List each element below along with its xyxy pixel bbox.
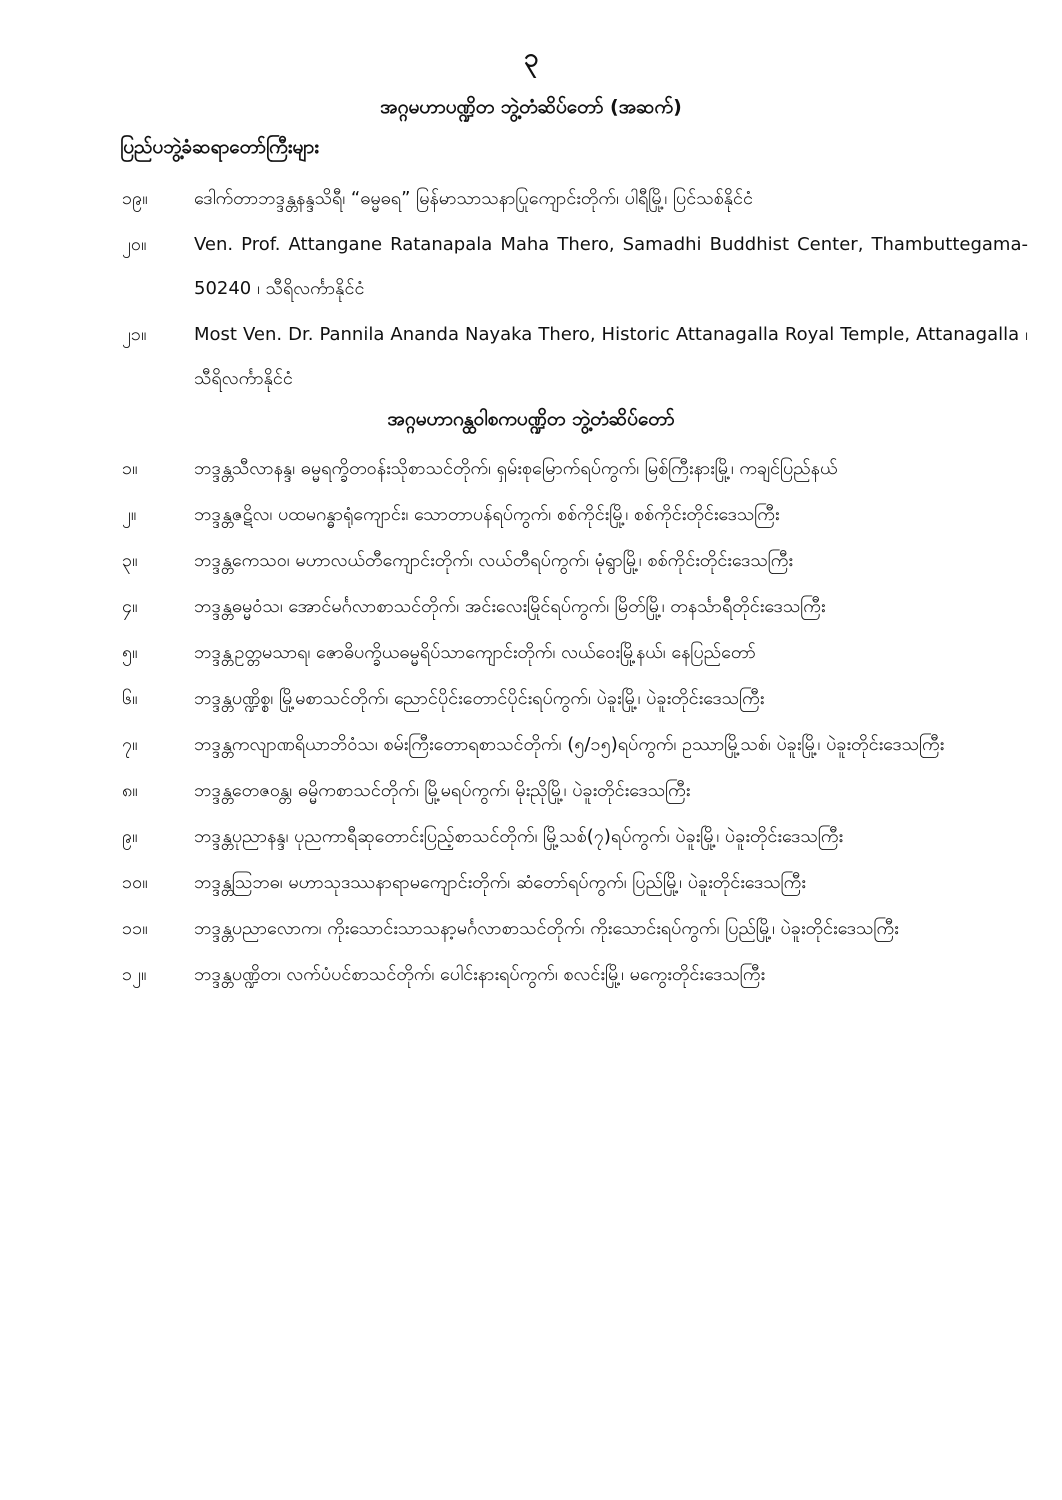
list-item-number: ၆။ [122, 688, 138, 709]
list-item [122, 677, 1028, 721]
list-item-text: ဘဒ္ဒန္တဓမ္မဝံသ၊ အောင်မင်္ဂလာစာသင်တိုက်၊ အင်းလေးမြိုင်ရပ်ကွက်၊ မြိတ်မြို့၊ တနင်္သာရီတိုင်းဒေသကြီး [194, 596, 826, 617]
list-item-number: ၃။ [122, 550, 138, 571]
section-title-aggamahapandita: အဂ္ဂမဟာပဏ္ဍိတ ဘွဲ့တံဆိပ်တော် (အဆက်) [380, 96, 682, 118]
list-item-text: ဘဒ္ဒန္တပဏ္ဍိစ္စ၊ မြို့မစာသင်တိုက်၊ ညောင်ပိုင်းတောင်ပိုင်းရပ်ကွက်၊ ပဲခူးမြို့၊ ပဲခူးတိုင်းဒေသကြီး [194, 688, 765, 709]
list-item [122, 585, 1028, 629]
list-item-text: ဘဒ္ဒန္တကေသဝ၊ မဟာလယ်တီကျောင်းတိုက်၊ လယ်တီရပ်ကွက်၊ မုံရွာမြို့၊ စစ်ကိုင်းတိုင်းဒေသကြီး [194, 550, 793, 571]
list-item-number: ၈။ [122, 780, 138, 801]
list-item-number: ၁၀။ [122, 872, 148, 893]
list-item [122, 313, 1028, 401]
list-item-number: ၂၀။ [122, 234, 147, 255]
list-item [122, 907, 1028, 951]
list-item-text: ဘဒ္ဒန္တသီလာနန္ဒ၊ ဓမ္မရက္ခိတဝန်းသိုစာသင်တိုက်၊ ရှမ်းစုမြောက်ရပ်ကွက်၊ မြစ်ကြီးနားမြို့၊ ကချင်ပြည်နယ် [194, 458, 838, 479]
list-item-number: ၄။ [122, 596, 138, 617]
list-item [122, 769, 1028, 813]
list-item-number: ၁၂။ [122, 964, 147, 985]
list-item [122, 723, 1028, 767]
list-item [122, 223, 1028, 311]
list-item-text: ဘဒ္ဒန္တပညာလောက၊ ကိုးသောင်းသာသနာ့မင်္ဂလာစာသင်တိုက်၊ ကိုးသောင်းရပ်ကွက်၊ ပြည်မြို့၊ ပဲခူးတိုင်းဒေသကြီး [194, 918, 899, 939]
list-item-number: ၅။ [122, 642, 138, 663]
list-item-text: ဘဒ္ဒန္တတေဇဝန္တ၊ ဓမ္မိကစာသင်တိုက်၊ မြို့မရပ်ကွက်၊ မိုးညိုမြို့၊ ပဲခူးတိုင်းဒေသကြီး [194, 780, 691, 801]
list-item-text: ဘဒ္ဒန္တဥတ္တမသာရ၊ ဇောဓိပက္ခိယဓမ္မရိပ်သာကျောင်းတိုက်၊ လယ်ဝေးမြို့နယ်၊ နေပြည်တော် [194, 642, 756, 663]
section-subheading-foreign: ပြည်ပဘွဲ့ခံဆရာတော်ကြီးများ [120, 136, 320, 158]
list-item-number: ၇။ [122, 734, 138, 755]
list-item-text: Most Ven. Dr. Pannila Ananda Nayaka Thero, Historic Attanagalla Royal Temple, Attanagalla ၊ သီရိလင်္ကာနိုင်ငံ [194, 324, 1028, 389]
section-title-gantha-vacaka: အဂ္ဂမဟာဂန္ထဝါစကပဏ္ဍိတ ဘွဲ့တံဆိပ်တော် [387, 408, 675, 430]
list-item-number: ၁၉။ [122, 188, 148, 209]
list-item-text: Ven. Prof. Attangane Ratanapala Maha Thero, Samadhi Buddhist Center, Thambuttegama-50240 ၊ သီရိလင်္ကာနိုင်ငံ [194, 234, 1028, 299]
list-item-number: ၂၁။ [122, 324, 147, 345]
list-item [122, 861, 1028, 905]
list-item-text: ဘဒ္ဒန္တကလျာဏရိယာဘိဝံသ၊ စမ်းကြီးတောရစာသင်တိုက်၊ (၅/၁၅)ရပ်ကွက်၊ ဥဿာမြို့သစ်၊ ပဲခူးမြို့၊ ပဲခူးတိုင်းဒေသကြီး [194, 734, 945, 755]
list-item [122, 631, 1028, 675]
list-item [122, 493, 1028, 537]
list-item-number: ၁။ [122, 458, 138, 479]
list-item-number: ၁၁။ [122, 918, 148, 939]
list-item [122, 815, 1028, 859]
list-item [122, 447, 1028, 491]
page-number: ၃ [523, 43, 539, 73]
list-item [122, 177, 1028, 221]
list-item [122, 953, 1028, 997]
list-item-number: ၂။ [122, 504, 137, 525]
list-item-text: ဘဒ္ဒန္တသြဘဓ၊ မဟာသုဒဿနာရာမကျောင်းတိုက်၊ ဆံတော်ရပ်ကွက်၊ ပြည်မြို့၊ ပဲခူးတိုင်းဒေသကြီး [194, 872, 806, 893]
list-item-text: ဘဒ္ဒန္တပုညာနန္ဒ၊ ပုညကာရီဆုတောင်းပြည့်စာသင်တိုက်၊ မြို့သစ်(၇)ရပ်ကွက်၊ ပဲခူးမြို့၊ ပဲခူးတိုင်းဒေသကြီး [194, 826, 844, 847]
list-item-text: ဘဒ္ဒန္တပဏ္ဍိတ၊ လက်ပံပင်စာသင်တိုက်၊ ပေါင်းနားရပ်ကွက်၊ စလင်းမြို့၊ မကွေးတိုင်းဒေသကြီး [194, 964, 766, 985]
list-item-text: ဒေါက်တာဘဒ္ဒန္တနန္ဒသိရီ၊ “ဓမ္မဓရ” မြန်မာသာသနာပြုကျောင်းတိုက်၊ ပါရီမြို့၊ ပြင်သစ်နိုင်ငံ [194, 188, 754, 209]
list-item [122, 539, 1028, 583]
list-item-text: ဘဒ္ဒန္တဇဋိလ၊ ပထမဂန္ဓာရုံကျောင်း၊ သောတာပန်ရပ်ကွက်၊ စစ်ကိုင်းမြို့၊ စစ်ကိုင်းတိုင်းဒေသကြီး [194, 504, 780, 525]
list-item-number: ၉။ [122, 826, 138, 847]
